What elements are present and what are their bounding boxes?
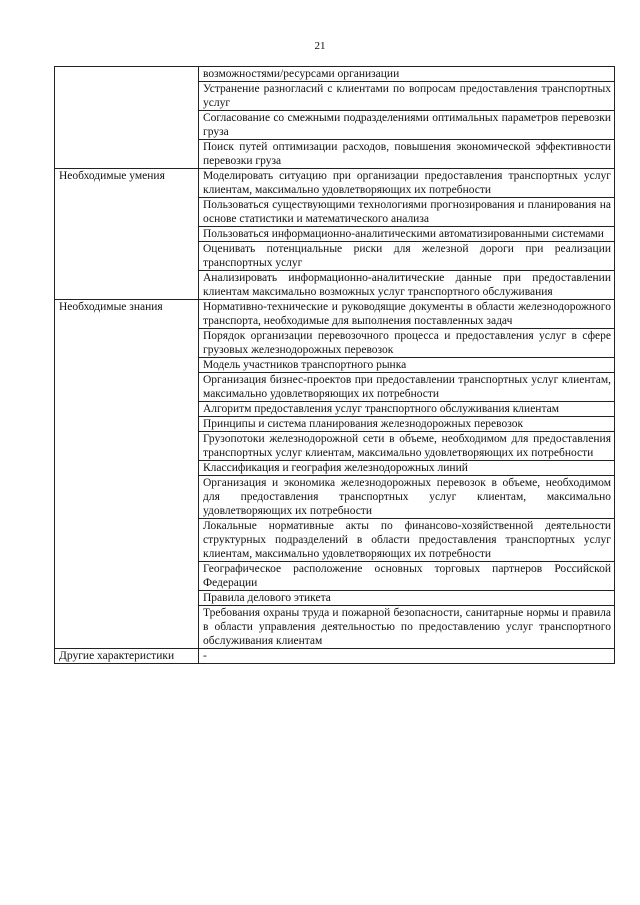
requirement-item: Модель участников транспортного рынка [199,358,615,373]
section-label: Необходимые умения [55,169,199,300]
requirement-item: Алгоритм предоставления услуг транспортного обслуживания клиентам [199,402,615,417]
requirement-item: Согласование со смежными подразделениями оптимальных параметров перевозки груза [199,111,615,140]
table-row [55,649,615,664]
table-body [55,67,615,664]
requirement-item: Поиск путей оптимизации расходов, повышения экономической эффективности перевозки груза [199,140,615,169]
requirement-item: Классификация и география железнодорожных линий [199,461,615,476]
requirement-item: Организация бизнес-проектов при предоставлении транспортных услуг клиентам, максимально удовлетворяющих их потребности [199,373,615,402]
section-label: Необходимые знания [55,300,199,649]
requirement-item: Грузопотоки железнодорожной сети в объеме, необходимом для предоставления транспортных услуг клиентам, максимально удовлетворяющих их потребности [199,432,615,461]
requirement-item: Пользоваться информационно-аналитическими автоматизированными системами [199,227,615,242]
qualification-table [54,66,615,664]
requirement-item: Моделировать ситуацию при организации предоставления транспортных услуг клиентам, максимально удовлетворяющих их потребности [199,169,615,198]
requirement-item: Правила делового этикета [199,591,615,606]
section-label: Другие характеристики [55,649,199,664]
requirement-item: Нормативно-технические и руководящие документы в области железнодорожного транспорта, необходимые для выполнения поставленных задач [199,300,615,329]
table-row [55,169,615,198]
table-row [55,300,615,329]
table-row [55,67,615,82]
section-label [55,67,199,169]
requirement-item: Анализировать информационно-аналитические данные при предоставлении клиентам максимально возможных услуг транспортного обслуживания [199,271,615,300]
requirement-item: Требования охраны труда и пожарной безопасности, санитарные нормы и правила в области управления деятельностью по предоставлению услуг транспортного обслуживания клиентам [199,606,615,649]
page-number: 21 [314,40,326,52]
requirement-item: Принципы и система планирования железнодорожных перевозок [199,417,615,432]
requirement-item: Оценивать потенциальные риски для железной дороги при реализации транспортных услуг [199,242,615,271]
requirement-item: Географическое расположение основных торговых партнеров Российской Федерации [199,562,615,591]
requirement-item: Локальные нормативные акты по финансово-хозяйственной деятельности структурных подразделений в области предоставления транспортных услуг клиентам, максимально удовлетворяющих их потребности [199,519,615,562]
requirement-item: - [199,649,615,664]
requirement-item: возможностями/ресурсами организации [199,67,615,82]
requirement-item: Пользоваться существующими технологиями прогнозирования и планирования на основе статистики и математического анализа [199,198,615,227]
requirement-item: Порядок организации перевозочного процесса и предоставления услуг в сфере грузовых железнодорожных перевозок [199,329,615,358]
requirement-item: Организация и экономика железнодорожных перевозок в объеме, необходимом для предоставления транспортных услуг клиентам, максимально удовлетворяющих их потребности [199,476,615,519]
requirement-item: Устранение разногласий с клиентами по вопросам предоставления транспортных услуг [199,82,615,111]
